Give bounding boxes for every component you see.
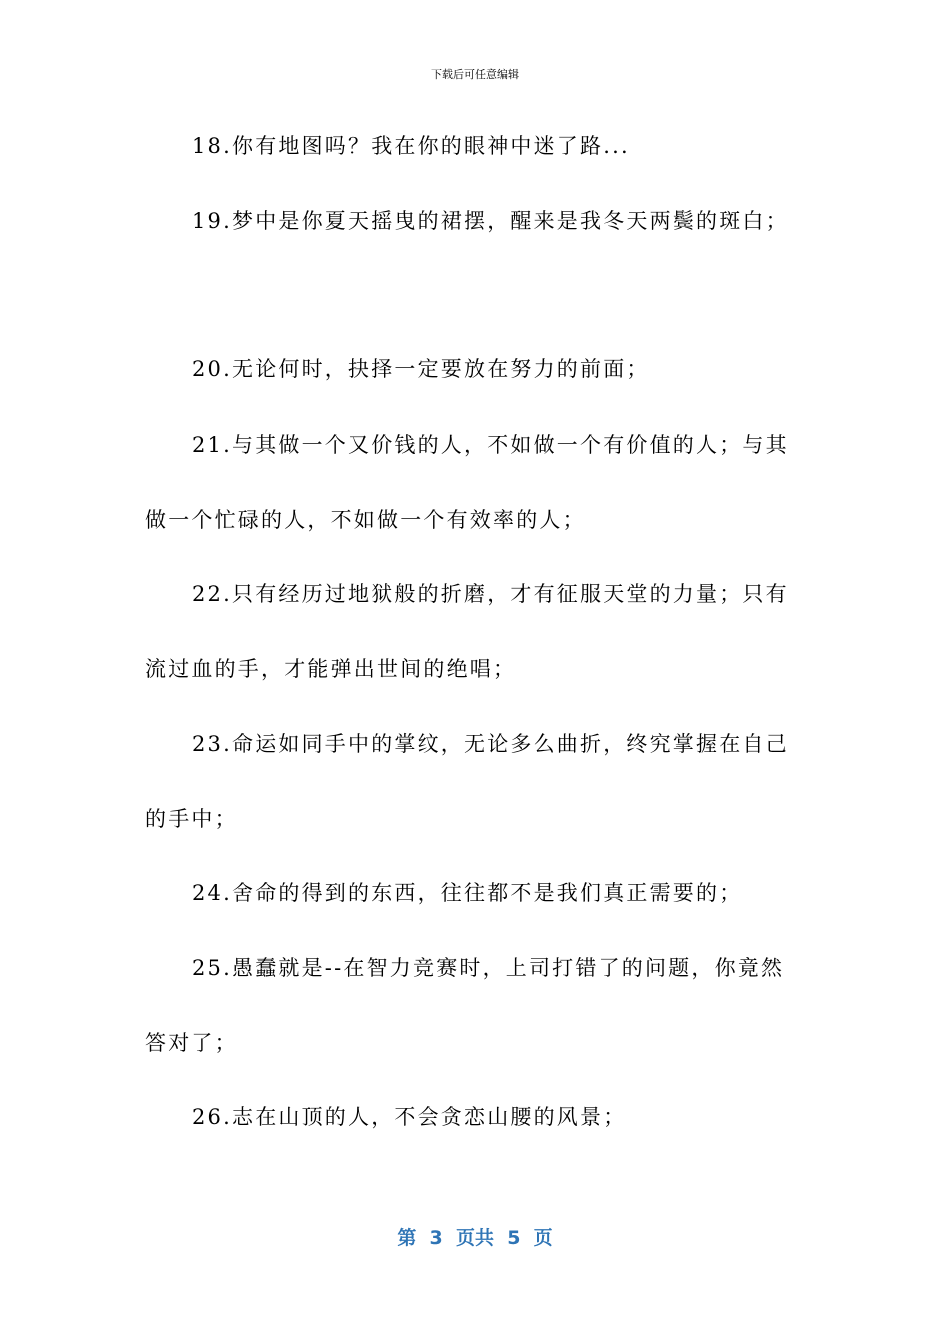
text-line-21: 21.与其做一个又价钱的人，不如做一个有价值的人；与其 — [192, 433, 789, 457]
text-line-18: 18.你有地图吗？我在你的眼神中迷了路... — [192, 134, 630, 158]
text-line-22: 22.只有经历过地狱般的折磨，才有征服天堂的力量；只有 — [192, 582, 789, 606]
text-line-19: 19.梦中是你夏天摇曳的裙摆，醒来是我冬天两鬓的斑白； — [192, 209, 789, 233]
text-line-21-cont: 做一个忙碌的人，不如做一个有效率的人； — [145, 508, 586, 532]
text-line-24: 24.舍命的得到的东西，往往都不是我们真正需要的； — [192, 881, 743, 905]
text-line-25-cont: 答对了； — [145, 1031, 238, 1055]
text-line-20: 20.无论何时，抉择一定要放在努力的前面； — [192, 357, 650, 381]
text-line-25: 25.愚蠢就是--在智力竞赛时，上司打错了的问题，你竟然 — [192, 956, 785, 980]
text-line-23-cont: 的手中； — [145, 807, 238, 831]
text-line-23: 23.命运如同手中的掌纹，无论多么曲折，终究掌握在自己 — [192, 732, 789, 756]
header-note: 下载后可任意编辑 — [431, 68, 519, 81]
text-line-22-cont: 流过血的手，才能弹出世间的绝唱； — [145, 657, 517, 681]
page-number-footer: 第 3 页共 5 页 — [397, 1227, 553, 1249]
text-line-26: 26.志在山顶的人，不会贪恋山腰的风景； — [192, 1105, 627, 1129]
